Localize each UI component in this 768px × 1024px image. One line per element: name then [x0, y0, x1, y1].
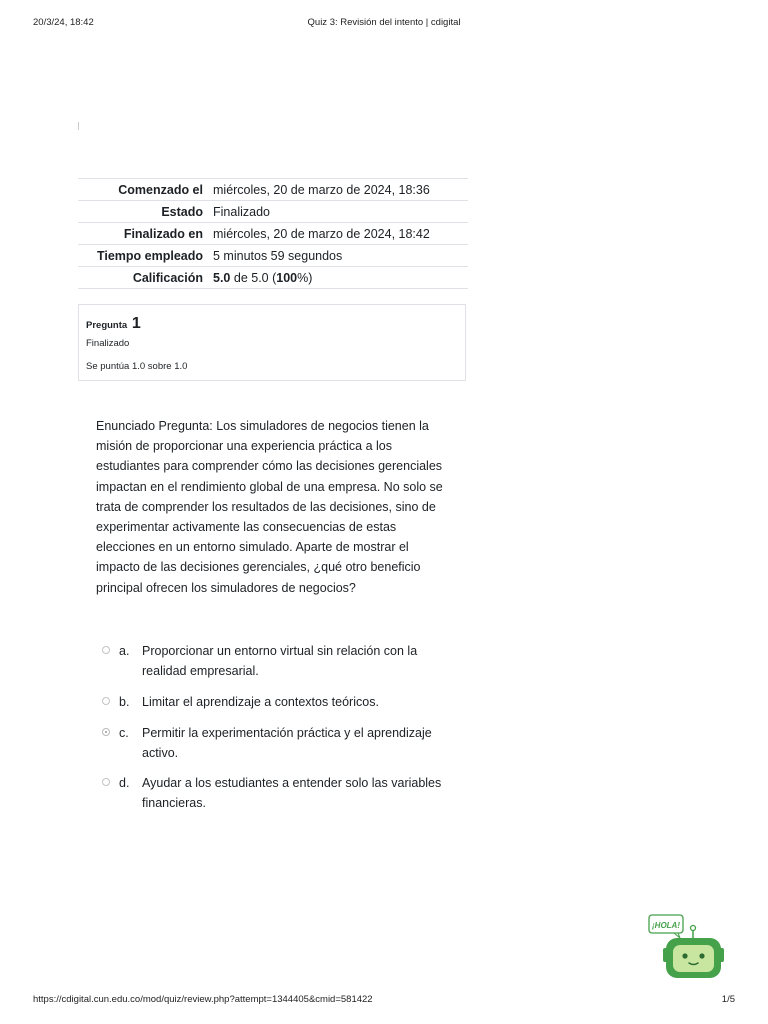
summary-value: miércoles, 20 de marzo de 2024, 18:42: [213, 226, 430, 241]
print-footer: [33, 994, 735, 1008]
chatbot-bubble-text: ¡HOLA!: [652, 921, 680, 930]
answer-letter: c.: [119, 726, 129, 740]
summary-grade-value: [209, 267, 468, 289]
question-number-value: 1: [131, 315, 141, 332]
summary-value: 5 minutos 59 segundos: [213, 248, 343, 263]
answer-letter: d.: [119, 776, 130, 790]
answer-text: Limitar el aprendizaje a contextos teóricos.: [142, 695, 379, 709]
grade-score: 5.0: [213, 270, 231, 285]
print-page-title: Quiz 3: Revisión del intento | cdigital: [307, 17, 461, 28]
summary-label: Tiempo empleado: [96, 248, 203, 263]
page-counter: 1/5: [721, 994, 735, 1005]
divider-mark: [78, 122, 79, 130]
question-grade: Se puntúa 1.0 sobre 1.0: [86, 361, 188, 372]
summary-label: Comenzado el: [118, 182, 203, 197]
summary-value: miércoles, 20 de marzo de 2024, 18:36: [213, 182, 430, 197]
radio-button[interactable]: [102, 778, 110, 786]
radio-button[interactable]: [102, 646, 110, 654]
answer-text: Ayudar a los estudiantes a entender solo las variables financieras.: [142, 776, 442, 811]
summary-label: Finalizado en: [123, 226, 203, 241]
robot-icon: [646, 914, 728, 984]
summary-row-grade: [78, 267, 468, 289]
grade-percent-suffix: %): [297, 270, 313, 285]
question-info-box: [78, 304, 466, 381]
attempt-summary-table: [78, 178, 468, 289]
summary-row-state: [78, 201, 468, 223]
question-text: Enunciado Pregunta: Los simuladores de negocios tienen la misión de proporcionar una experiencia práctica a los estudiantes para comprender cómo las decisiones gerenciales impactan en el rendimiento global de una empresa. No solo se trata de comprender los resultados de las decisiones, sino de experimentar activamente las consecuencias de estas elecciones en un entorno simulado. Aparte de mostrar el impacto de las decisiones gerenciales, ¿qué otro beneficio principal ofrecen los simuladores de negocios?: [96, 419, 443, 595]
summary-label: Calificación: [132, 270, 203, 285]
radio-button[interactable]: [102, 697, 110, 705]
print-header: [33, 17, 735, 31]
chatbot-launcher[interactable]: [646, 914, 728, 984]
question-number: [86, 315, 141, 333]
summary-row-finished: [78, 223, 468, 245]
radio-button-selected[interactable]: [102, 728, 110, 736]
grade-of-text: de 5.0 (: [230, 270, 277, 285]
summary-value: Finalizado: [213, 204, 270, 219]
summary-row-started: [78, 179, 468, 201]
grade-percent: 100: [276, 270, 298, 285]
answer-letter: b.: [119, 695, 130, 709]
print-datetime: 20/3/24, 18:42: [33, 17, 94, 28]
question-label: Pregunta: [86, 320, 128, 331]
answer-text: Permitir la experimentación práctica y el aprendizaje activo.: [142, 726, 432, 761]
answer-letter: a.: [119, 644, 130, 658]
answer-text: Proporcionar un entorno virtual sin relación con la realidad empresarial.: [142, 644, 418, 679]
question-state: Finalizado: [86, 338, 130, 349]
summary-row-time-taken: [78, 245, 468, 267]
print-url: https://cdigital.cun.edu.co/mod/quiz/review.php?attempt=1344405&cmid=581422: [33, 994, 373, 1005]
summary-label: Estado: [161, 204, 203, 219]
